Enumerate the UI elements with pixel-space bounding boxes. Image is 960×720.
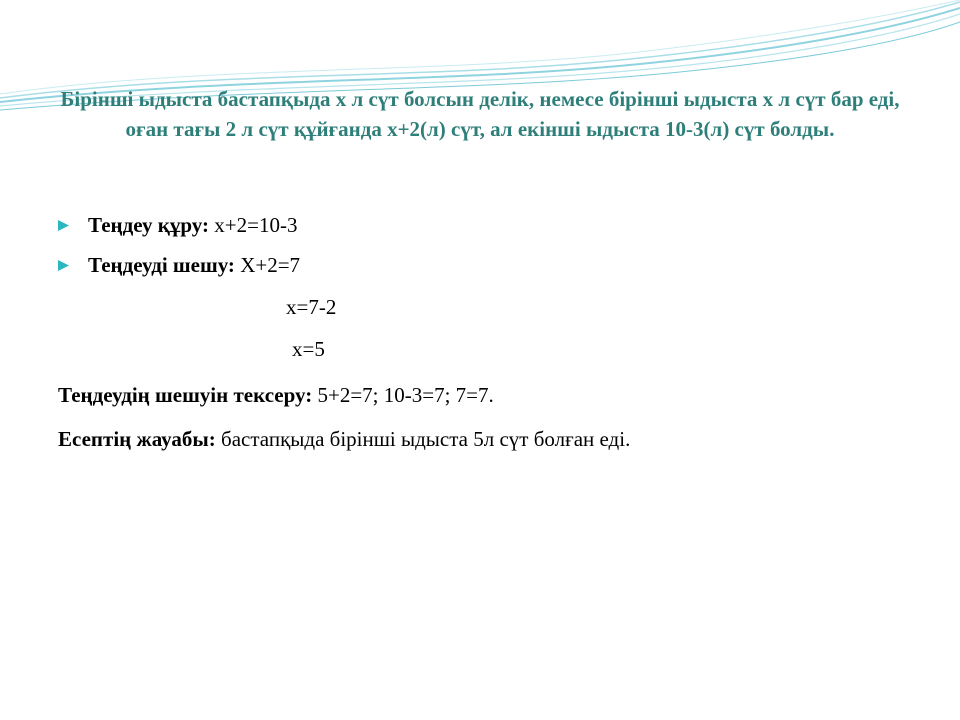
check-value: 5+2=7; 10-3=7; 7=7.	[312, 383, 494, 407]
answer-value: бастапқыда бірінші ыдыста 5л сүт болған еді.	[215, 427, 631, 451]
equation-solve-value: Х+2=7	[234, 253, 301, 277]
solve-step-line	[286, 292, 336, 322]
slide-title: Бірінші ыдыста бастапқыда х л сүт болсын делік, немесе бірінші ыдыста х л сүт бар еді, оған тағы 2 л сүт құйғанда х+2(л) сүт, ал екінші ыдыста 10-3(л) сүт болды.	[60, 87, 900, 141]
equation-solve-label: Теңдеуді шешу:	[88, 253, 235, 277]
answer-label: Есептің жауабы:	[58, 427, 216, 451]
solve-step-value: х=7-2	[286, 295, 337, 319]
check-line	[58, 380, 494, 410]
equation-solve-line	[58, 250, 300, 280]
solve-result-value: х=5	[292, 337, 325, 361]
equation-setup-label: Теңдеу құру:	[88, 213, 210, 237]
answer-line	[58, 424, 630, 454]
equation-setup-line	[58, 210, 297, 240]
bullet-icon	[58, 220, 69, 231]
equation-setup-value: х+2=10-3	[209, 213, 298, 237]
solve-result-line	[292, 334, 325, 364]
bullet-icon	[58, 260, 69, 271]
check-label: Теңдеудің шешуін тексеру:	[58, 383, 313, 407]
